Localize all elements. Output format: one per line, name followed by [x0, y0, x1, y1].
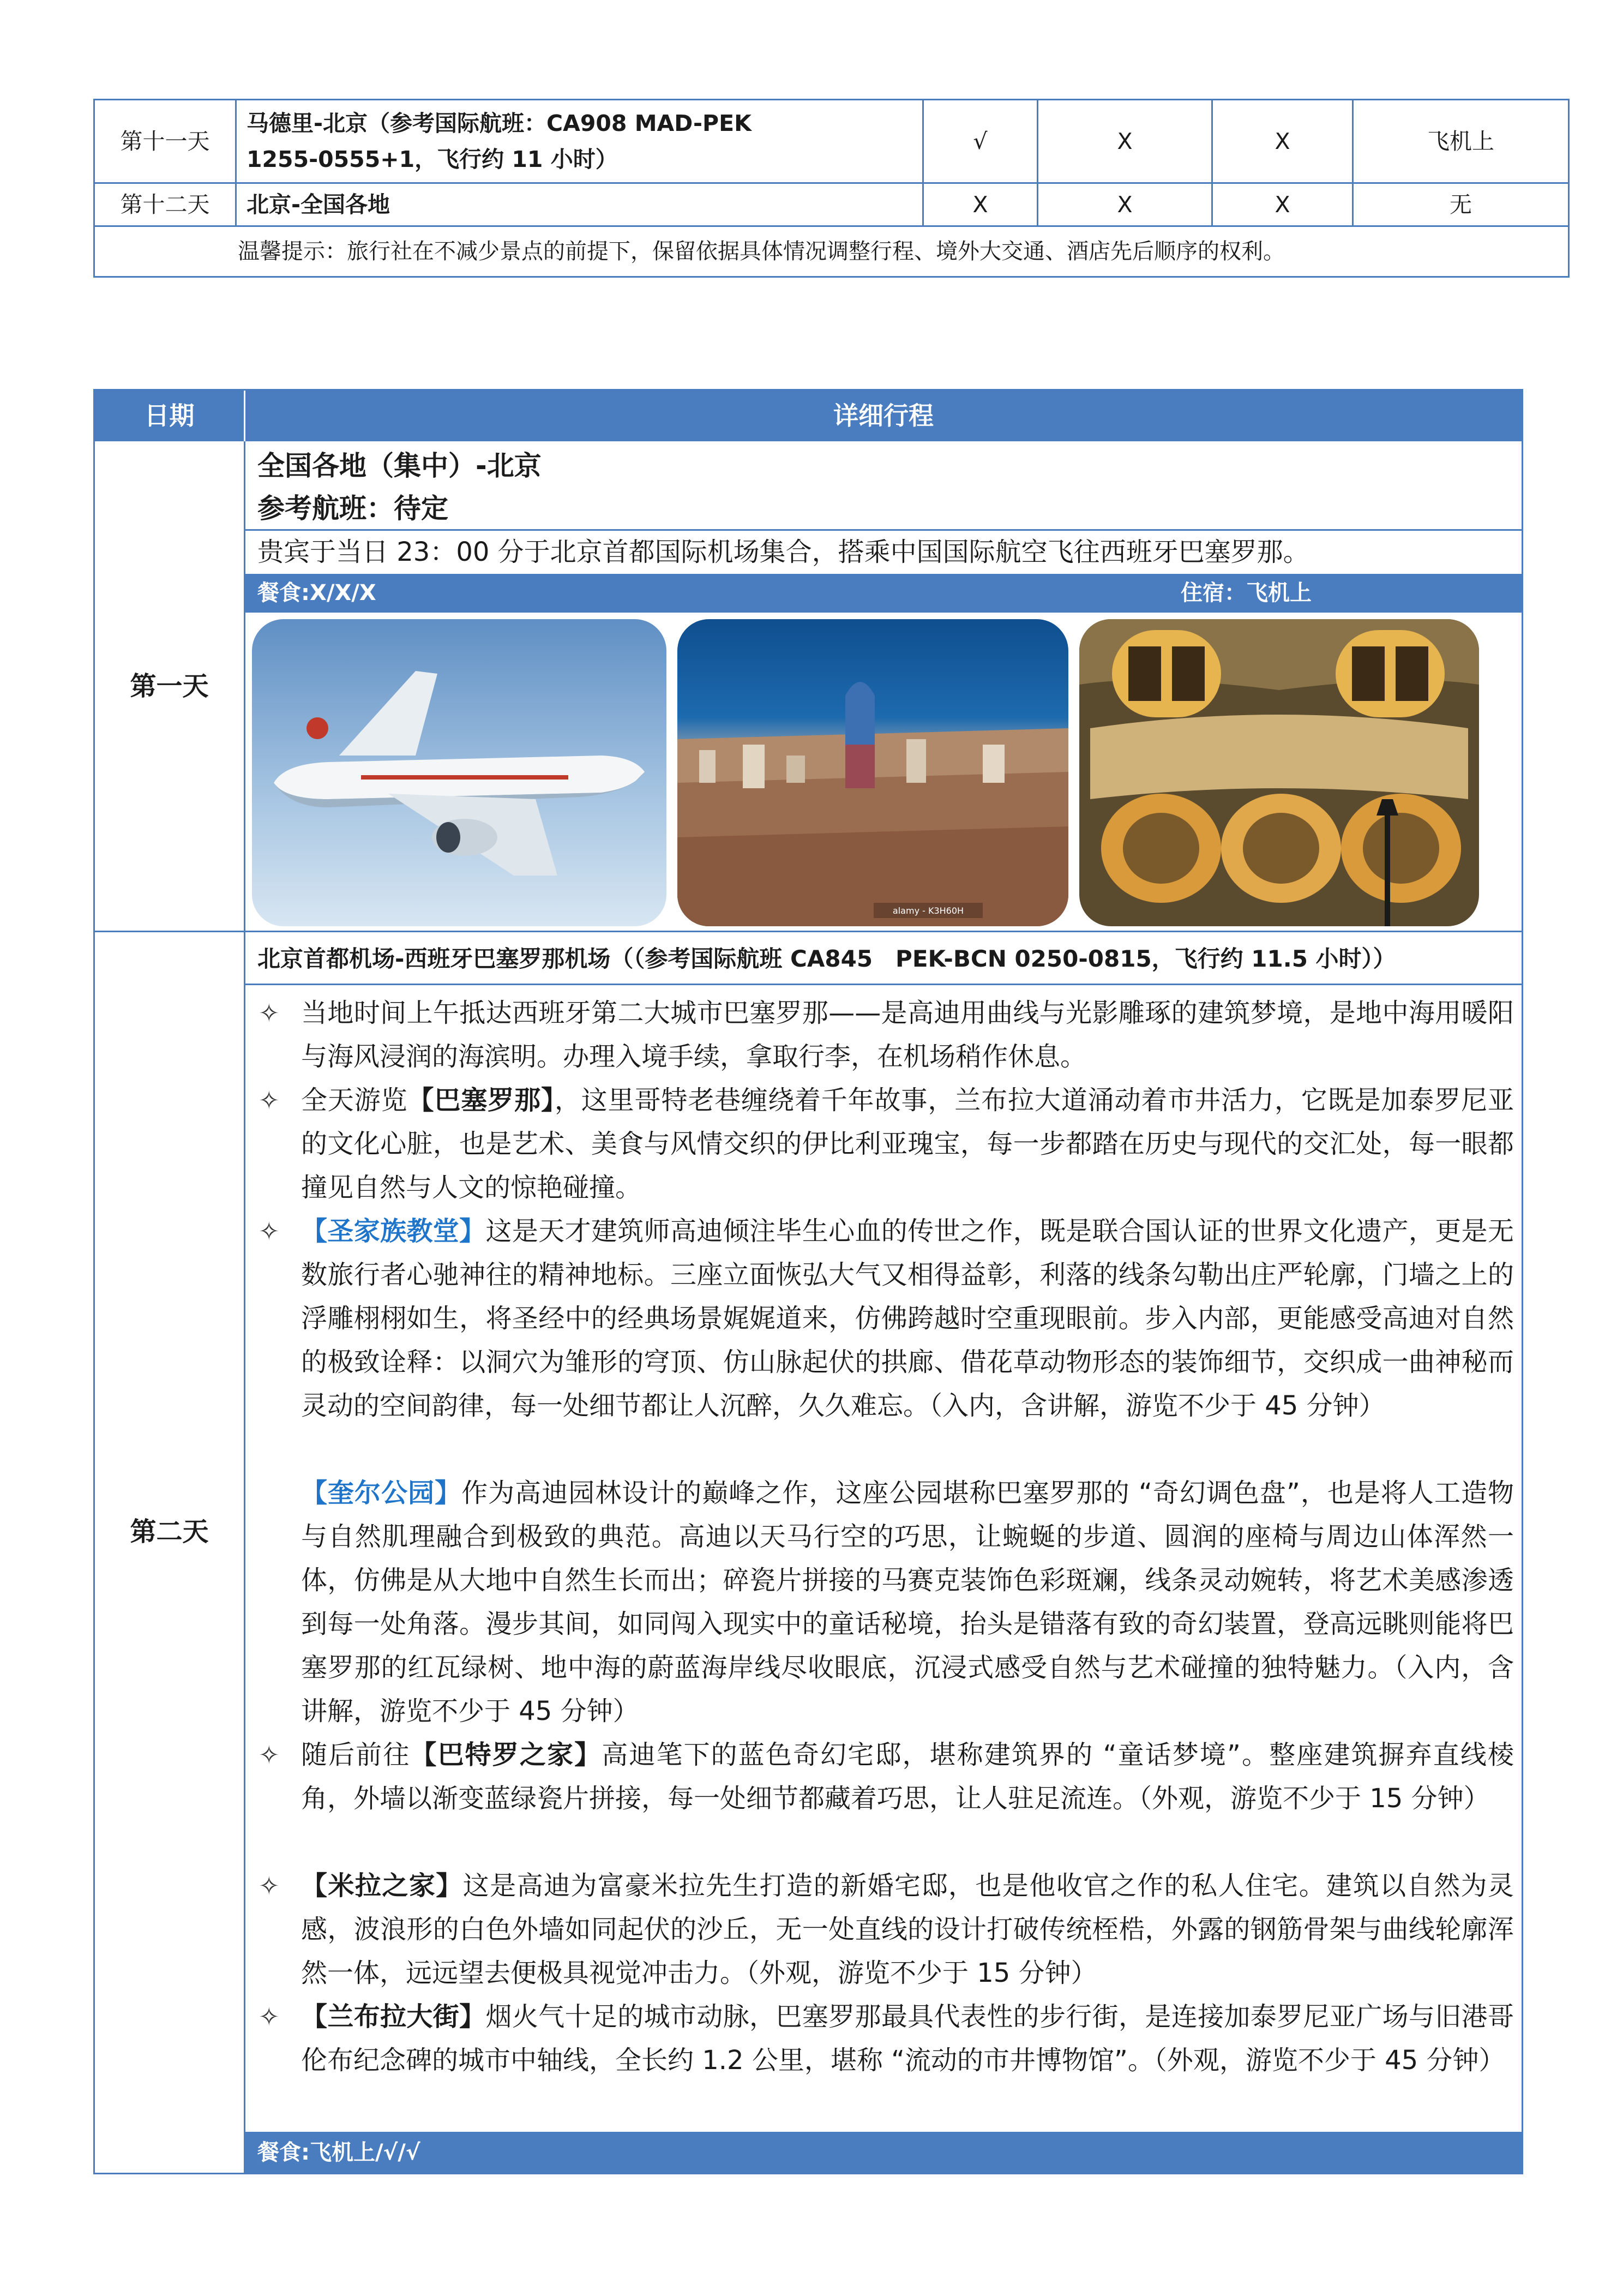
summary-row-day12: [94, 183, 1569, 226]
header-date: 日期: [144, 401, 195, 430]
itinerary-header: [95, 391, 1522, 441]
day1-meal-bar: [245, 574, 1522, 613]
day1-label: 第一天: [130, 671, 209, 702]
day2-label: 第二天: [130, 1516, 209, 1547]
day2-meal-bar: [245, 2132, 1522, 2173]
summary-day: 第十一天: [94, 100, 236, 183]
airplane-photo: [252, 619, 666, 926]
itinerary-table: [93, 389, 1523, 2174]
summary-tip-row: [94, 226, 1569, 277]
summary-row-day11: [94, 100, 1569, 183]
summary-lunch: X: [1038, 183, 1212, 226]
day1-stay: 住宿：飞机上: [1181, 580, 1312, 606]
summary-breakfast: √: [923, 100, 1038, 183]
day1-title-cell: [245, 441, 1522, 531]
day2-body: ✧ 当地时间上午抵达西班牙第二大城市巴塞罗那——是高迪用曲线与光影雕琢的建筑梦境，是地中海用暖阳与海风浸润的海滨明。办理入境手续，拿取行李，在机场稍作休息。 ✧ 全天游览【巴塞罗那】，这里哥特老巷缠绕着千年故事，兰布拉大道涌动着市井活力，它既是加泰罗尼亚的文化心脏，也是艺术、美食与风情交织的伊比利亚瑰宝，每一步都踏在历史与现代的交汇处，每一眼都撞见自然与人文的惊艳碰撞。 ✧ 【圣家族教堂】这是天才建筑师高迪倾注毕生心血的传世之作，既是联合国认证的世界文化遗产，更是无数旅行者心驰神往的精神地标。三座立面恢弘大气又相得益彰，利落的线条勾勒出庄严轮廓，门墙之上的浮雕栩栩如生，将圣经中的经典场景娓娓道来，仿佛跨越时空重现眼前。步入内部，更能感受高迪对自然的极致诠释：以洞穴为雏形的穹顶、仿山脉起伏的拱廊、借花草动物形态的装饰细节，交织成一曲神秘而灵动的空间韵律，每一处细节都让人沉醉，久久难忘。（入内，含讲解，游览不少于 45 分钟） 【奎尔公园】作为高迪园林设计的巅峰之作，这座公园堪称巴塞罗那的 “奇幻调色盘”，也是将人工造物与自然肌理融合到极致的典范。高迪以天马行空的巧思，让蜿蜒的步道、圆润的座椅与周边山体浑然一体，仿佛是从大地中自然生长而出；碎瓷片拼接的马赛克装饰色彩斑斓，线条灵动婉转，将艺术美感渗透到每一处角落。漫步其间，如同闯入现实中的童话秘境，抬头是错落有致的奇幻装置，登高远眺则能将巴塞罗那的红瓦绿树、地中海的蔚蓝海岸线尽收眼底，沉浸式感受自然与艺术碰撞的独特魅力。（入内，含讲解，游览不少于 45 分钟） ✧ 随后前往【巴特罗之家】高迪笔下的蓝色奇幻宅邸，堪称建筑界的 “童话梦境”。整座建筑摒弃直线棱角，外墙以渐变蓝绿瓷片拼接，每一处细节都藏着巧思，让人驻足流连。（外观，游览不少于 15 分钟） ✧ 【米拉之家】这是高迪为富豪米拉先生打造的新婚宅邸，也是他收官之作的私人住宅。建筑以自然为灵感，波浪形的白色外墙如同起伏的沙丘，无一处直线的设计打破传统桎梏，外露的钢筋骨架与曲线轮廓浑然一体，远远望去便极具视觉冲击力。（外观，游览不少于 15 分钟） ✧ 【兰布拉大街】烟火气十足的城市动脉，巴塞罗那最具代表性的步行街，是连接加泰罗尼亚广场与旧港哥伦布纪念碑的城市中轴线，全长约 1.2 公里，堪称 “流动的市井博物馆”。（外观，游览不少于 45 分钟）: [245, 987, 1522, 2133]
star-bullet-icon: ✧: [259, 1740, 280, 1770]
summary-lunch: X: [1038, 100, 1212, 183]
header-itinerary: 详细行程: [244, 391, 1522, 441]
day2-title: 北京首都机场-西班牙巴塞罗那机场（（参考国际航班 CA845 PEK-BCN 0250-0815，飞行约 11.5 小时））: [245, 932, 1522, 985]
day1-photos: [245, 613, 1522, 931]
summary-table: [93, 99, 1570, 278]
day1-description: 贵宾于当日 23：00 分于北京首都国际机场集合，搭乘中国国际航空飞往西班牙巴塞罗那。: [257, 537, 1309, 567]
casa-batllo-photo: [1079, 619, 1479, 926]
barcelona-city-photo: [677, 619, 1068, 926]
summary-route: 北京-全国各地: [236, 183, 923, 226]
summary-breakfast: X: [923, 183, 1038, 226]
star-bullet-icon: ✧: [259, 1216, 280, 1246]
star-bullet-icon: ✧: [259, 1086, 280, 1115]
star-bullet-icon: ✧: [259, 2002, 280, 2031]
star-bullet-icon: ✧: [259, 1871, 280, 1901]
summary-tip: 温馨提示：旅行社在不减少景点的前提下，保留依据具体情况调整行程、境外大交通、酒店先后顺序的权利。: [94, 226, 1569, 277]
summary-dinner: X: [1212, 183, 1353, 226]
day1-meals: 餐食:X/X/X: [257, 580, 376, 606]
summary-hotel: 飞机上: [1353, 100, 1569, 183]
summary-dinner: X: [1212, 100, 1353, 183]
day2-meals: 餐食:飞机上/√/√: [257, 2140, 420, 2165]
summary-route: 马德里-北京（参考国际航班：CA908 MAD-PEK 1255-0555+1，飞行约 11 小时）: [236, 100, 923, 183]
day1-title: 全国各地（集中）-北京: [257, 450, 542, 482]
summary-day: 第十二天: [94, 183, 236, 226]
summary-hotel: 无: [1353, 183, 1569, 226]
photo-watermark: alamy - K3H60H: [892, 906, 964, 916]
day1-flight: 参考航班：待定: [257, 493, 448, 524]
star-bullet-icon: ✧: [259, 998, 280, 1028]
